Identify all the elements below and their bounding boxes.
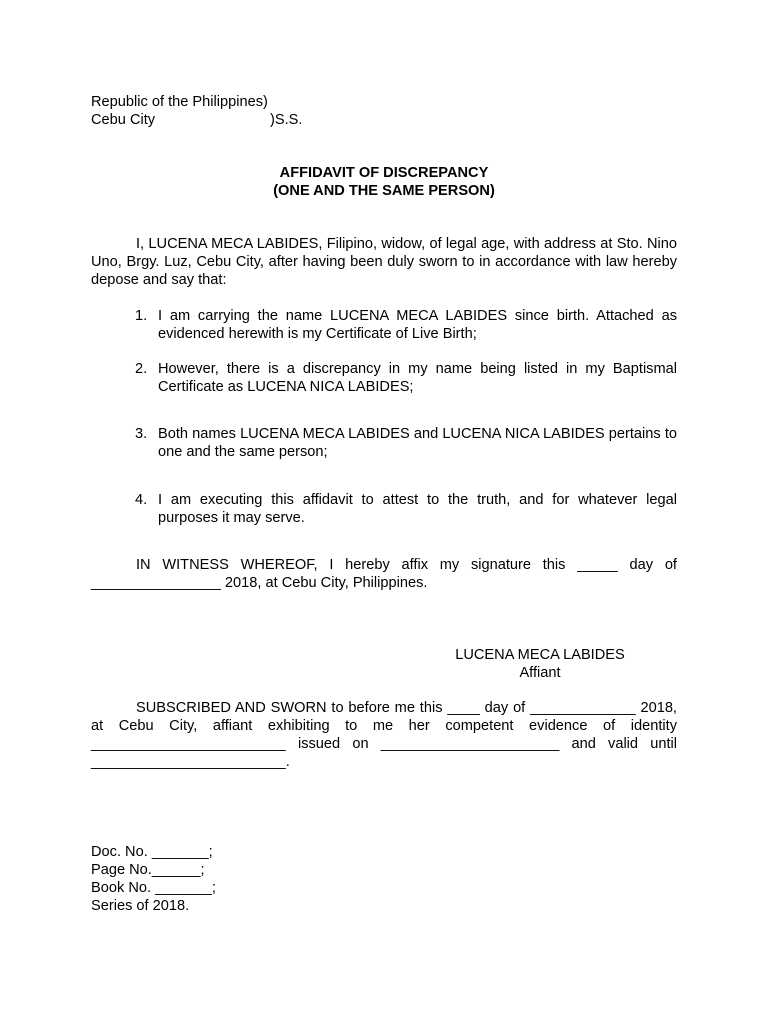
notarial-block [91,843,216,915]
list-item: I am executing this affidavit to attest to the truth, and for whatever legal purposes it may serve. [158,492,677,526]
venue-republic: Republic of the Philippines) [91,94,268,110]
series-year: Series of 2018. [91,898,190,914]
document-subtitle: (ONE AND THE SAME PERSON) [273,183,495,199]
page-number: Page No.______; [91,862,205,878]
list-item: I am carrying the name LUCENA MECA LABIDES since birth. Attached as evidenced herewith is my Certificate of Live Birth; [158,308,677,342]
item-number: 4. [135,492,148,508]
venue-ss: )S.S. [270,112,303,128]
affiant-role: Affiant [519,665,561,681]
list-item: Both names LUCENA MECA LABIDES and LUCENA NICA LABIDES pertains to one and the same person; [158,426,677,460]
venue-city: Cebu City [91,112,156,128]
list-item: However, there is a discrepancy in my name being listed in my Baptismal Certificate as LUCENA NICA LABIDES; [158,361,677,395]
affiant-name: LUCENA MECA LABIDES [455,647,625,663]
doc-number: Doc. No. _______; [91,844,213,860]
jurat-paragraph: SUBSCRIBED AND SWORN to before me this ____ day of _____________ 2018, at Cebu City, affiant exhibiting to me her competent evidence of identity ________________________ issued on ______________________ and valid until ________________________. [91,700,677,770]
intro-paragraph: I, LUCENA MECA LABIDES, Filipino, widow, of legal age, with address at Sto. Nino Uno, Brgy. Luz, Cebu City, after having been duly sworn to in accordance with law hereby depose and say that: [91,236,677,288]
item-number: 2. [135,361,148,377]
item-number: 3. [135,426,148,442]
book-number: Book No. _______; [91,880,216,896]
item-number: 1. [135,308,148,324]
document-title: AFFIDAVIT OF DISCREPANCY [279,165,489,181]
venue-city-line [91,111,391,129]
affiant-block [440,646,640,682]
witness-paragraph: IN WITNESS WHEREOF, I hereby affix my signature this _____ day of ________________ 2018, at Cebu City, Philippines. [91,557,677,591]
